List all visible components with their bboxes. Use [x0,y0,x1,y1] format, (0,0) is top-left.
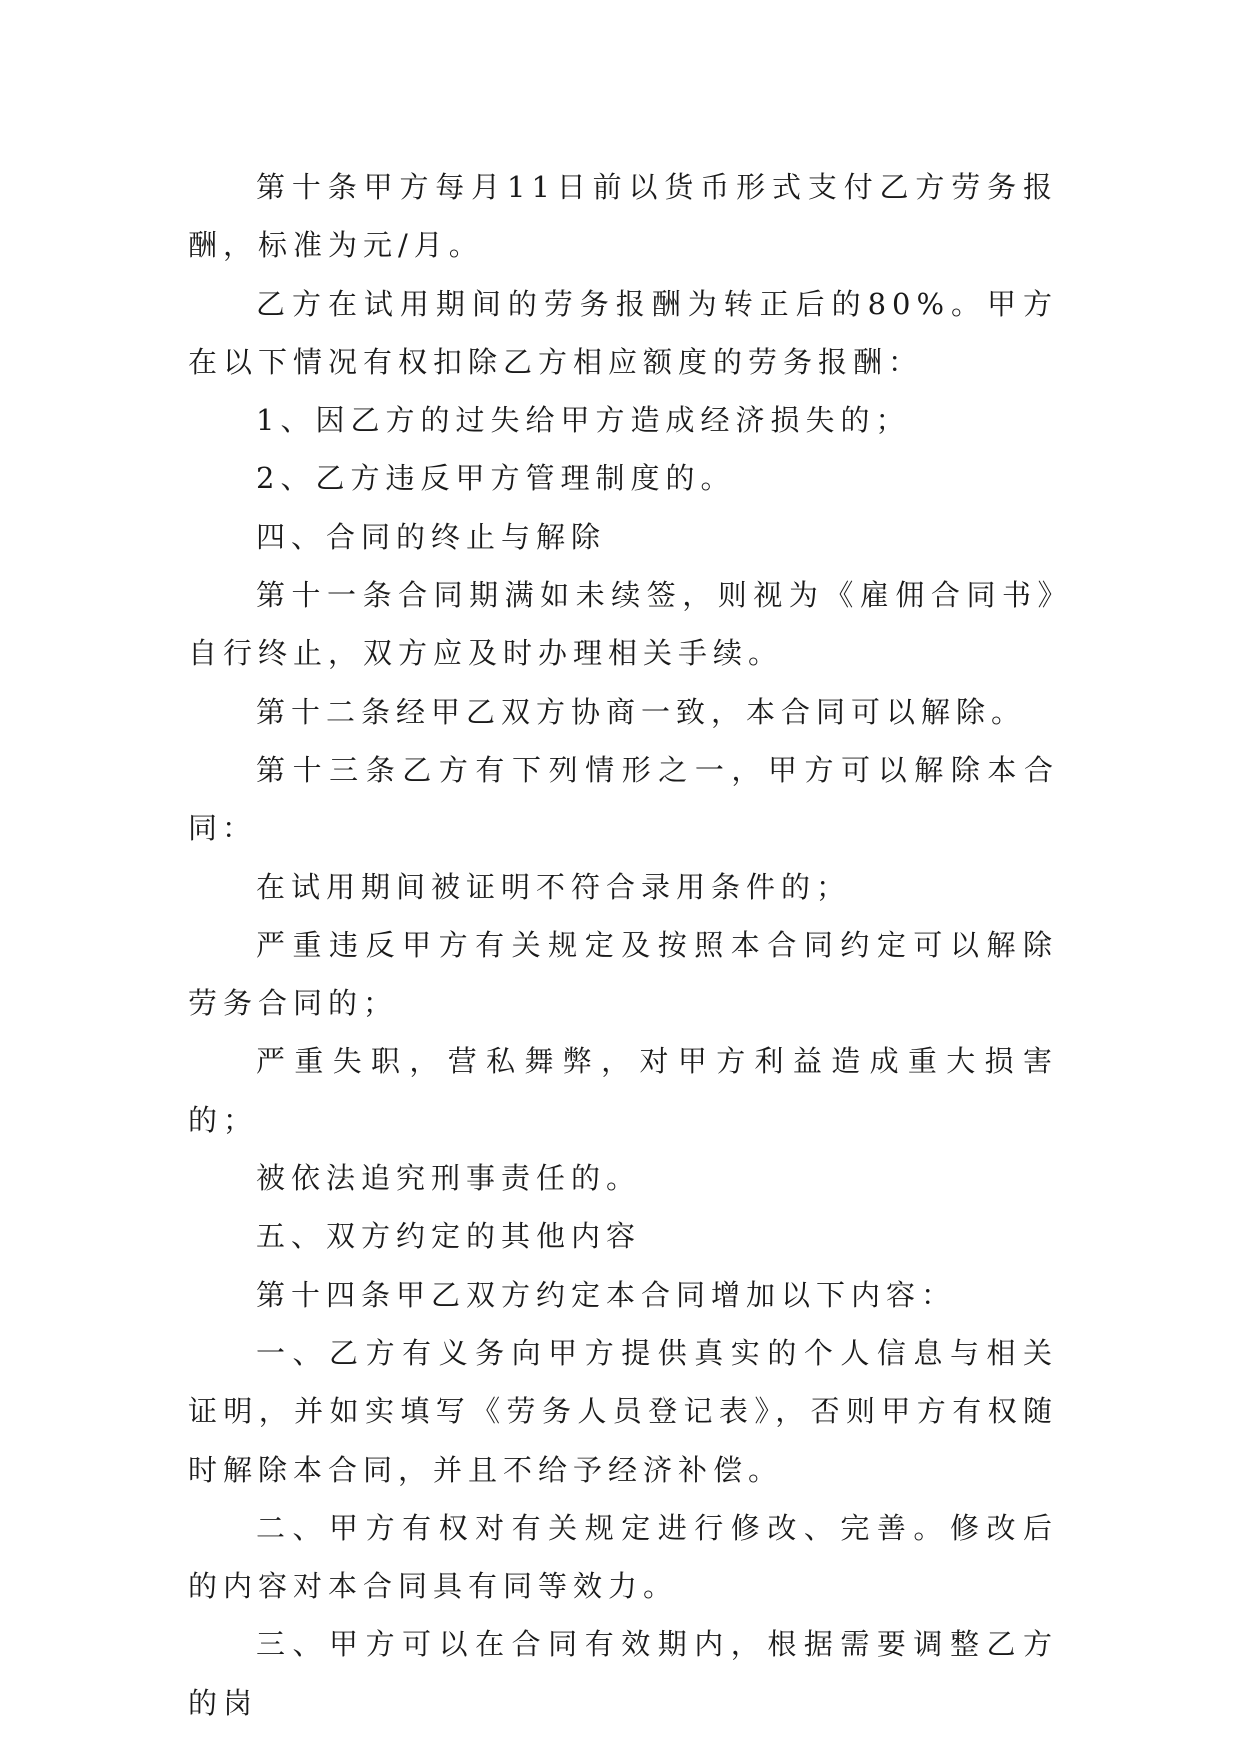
section-heading-termination: 四、合同的终止与解除 [256,519,607,554]
paragraph-article-14: 第十四条甲乙双方约定本合同增加以下内容： [256,1277,957,1312]
paragraph-condition-probation: 在试用期间被证明不符合录用条件的； [256,869,852,904]
paragraph-article-11: 第十一条合同期满如未续签，则视为《雇佣合同书》自行终止，双方应及时办理相关手续。 [188,578,1058,671]
paragraph-condition-violation: 严重违反甲方有关规定及按照本合同约定可以解除劳务合同的； [188,927,1058,1021]
paragraph-article-12: 第十二条经甲乙双方协商一致，本合同可以解除。 [256,694,1027,729]
paragraph-condition-misconduct: 严重失职，营私舞弊，对甲方利益造成重大损害的； [188,1044,1058,1137]
paragraph-condition-criminal: 被依法追究刑事责任的。 [256,1161,642,1196]
document-body [188,158,1058,1732]
paragraph-item-2: 二、甲方有权对有关规定进行修改、完善。修改后的内容对本合同具有同等效力。 [188,1510,1058,1604]
paragraph-article-13: 第十三条乙方有下列情形之一，甲方可以解除本合同： [188,752,1058,846]
section-heading-other: 五、双方约定的其他内容 [256,1219,642,1254]
paragraph-deduction-2: 2、乙方违反甲方管理制度的。 [256,461,736,496]
paragraph-deduction-1: 1、因乙方的过失给甲方造成经济损失的； [256,403,911,438]
paragraph-probation-pay: 乙方在试用期间的劳务报酬为转正后的80%。甲方在以下情况有权扣除乙方相应额度的劳务报酬： [188,286,1058,379]
paragraph-item-3: 三、甲方可以在合同有效期内，根据需要调整乙方的岗 [188,1627,1058,1720]
paragraph-item-1: 一、乙方有义务向甲方提供真实的个人信息与相关证明，并如实填写《劳务人员登记表》，否则甲方有权随时解除本合同，并且不给予经济补偿。 [188,1335,1058,1487]
paragraph-article-10: 第十条甲方每月11日前以货币形式支付乙方劳务报酬，标准为元/月。 [188,170,1058,263]
